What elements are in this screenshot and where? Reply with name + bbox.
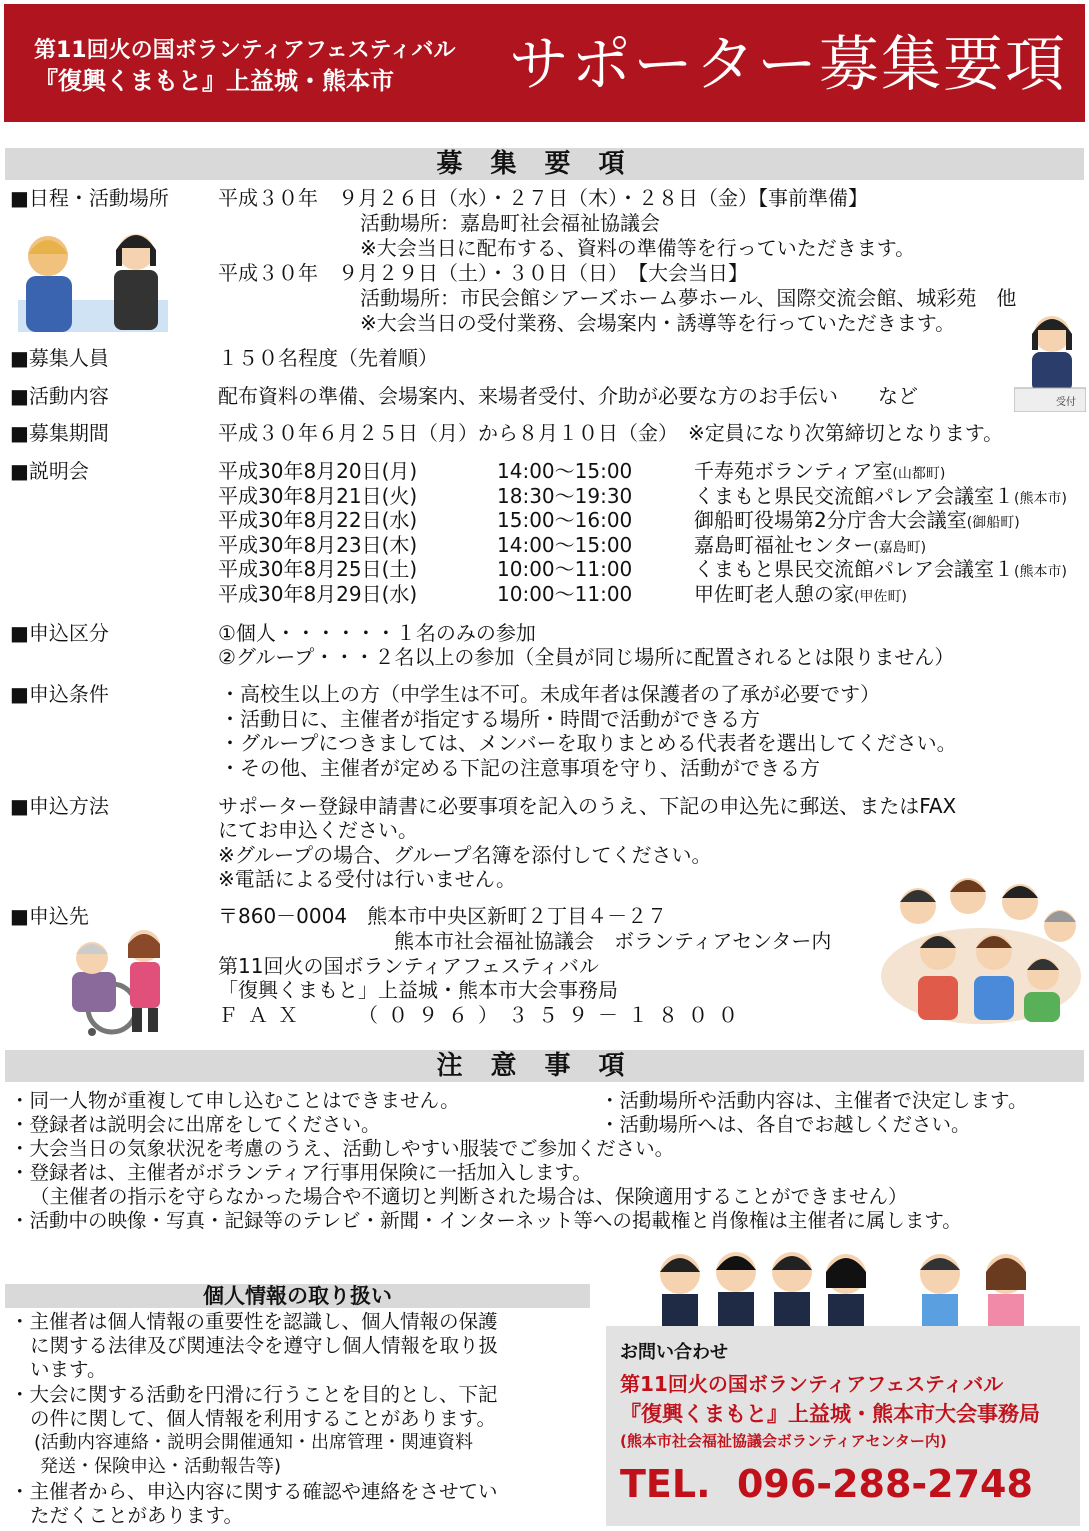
activity-value: 配布資料の準備、会場案内、来場者受付、介助が必要な方のお手伝い など	[218, 384, 918, 408]
privacy-line: に関する法律及び関連法令を遵守し個人情報を取り扱	[30, 1334, 499, 1357]
method-line: にてお申込ください。	[218, 818, 418, 842]
session-time: 14:00～15:00	[497, 459, 633, 483]
privacy-line: 発送・保険申込・活動報告等)	[40, 1456, 282, 1477]
note-item: （主催者の指示を守らなかった場合や不適切と判断された場合は、保険適用することができません）	[30, 1185, 908, 1208]
students-illustration	[640, 1244, 1080, 1326]
contact-box	[606, 1326, 1080, 1526]
banner-title: サポーター募集要項	[509, 30, 1067, 100]
label-activity: ■活動内容	[10, 384, 109, 408]
address-line2: 熊本市社会福祉協議会 ボランティアセンター内	[394, 929, 832, 953]
note-item: ・活動場所や活動内容は、主催者で決定します。	[600, 1089, 1028, 1112]
method-line: ※電話による受付は行いません。	[218, 867, 516, 891]
schedule-line4: 平成３０年 ９月２９日（土）・３０日（日） 【大会当日】	[218, 261, 748, 285]
privacy-line: ・主催者は個人情報の重要性を認識し、個人情報の保護	[10, 1310, 498, 1333]
privacy-title: 個人情報の取り扱い	[5, 1284, 590, 1308]
condition-item: ・高校生以上の方（中学生は不可。未成年者は保護者の了承が必要です）	[220, 682, 880, 706]
consultation-illustration	[18, 226, 168, 332]
note-item: ・同一人物が重複して申し込むことはできません。	[10, 1089, 460, 1112]
session-date: 平成30年8月29日(水)	[218, 582, 418, 606]
privacy-line: の件に関して、個人情報を利用することがあります。	[30, 1407, 497, 1430]
privacy-line: ただくことがあります。	[30, 1504, 243, 1527]
note-item: ・活動中の映像・写真・記録等のテレビ・新聞・インターネット等への掲載権と肖像権は主催者に属します。	[10, 1209, 962, 1232]
label-conditions: ■申込条件	[10, 682, 109, 706]
category-line1: ①個人・・・・・・１名のみの参加	[218, 621, 536, 645]
privacy-line: ・大会に関する活動を円滑に行うことを目的とし、下記	[10, 1383, 498, 1406]
header-banner	[4, 4, 1085, 122]
session-place: 御船町役場第2分庁舎大会議室(御船町)	[694, 508, 1020, 532]
volunteer-group-illustration	[878, 856, 1084, 1026]
label-recruit-count: ■募集人員	[10, 346, 109, 370]
label-briefing: ■説明会	[10, 459, 89, 483]
section-title-recruitment: 募集要項	[5, 148, 1084, 180]
banner-subtitle	[34, 36, 456, 96]
period-value: 平成３０年６月２５日（月）から８月１０日（金） ※定員になり次第締切となります。	[218, 421, 1004, 445]
privacy-line: います。	[30, 1358, 107, 1381]
privacy-line: ・主催者から、申込内容に関する確認や連絡をさせてい	[10, 1480, 498, 1503]
schedule-line2: 活動場所：嘉島町社会福祉協議会	[360, 211, 660, 235]
note-item: ・活動場所へは、各自でお越しください。	[600, 1113, 971, 1136]
schedule-line1: 平成３０年 ９月２６日（水）・２７日（木）・２８日（金）【事前準備】	[218, 186, 868, 210]
session-time: 10:00～11:00	[497, 582, 633, 606]
session-time: 18:30～19:30	[497, 484, 633, 508]
contact-heading: お問い合わせ	[620, 1342, 728, 1363]
session-date: 平成30年8月22日(水)	[218, 508, 418, 532]
fax-number: ＦＡＸ （０９６）３５９－１８００	[218, 1003, 748, 1027]
label-schedule: ■日程・活動場所	[10, 186, 169, 210]
schedule-line5: 活動場所：市民会館シアーズホーム夢ホール、国際交流会館、城彩苑 他	[360, 286, 1017, 310]
condition-item: ・活動日に、主催者が指定する場所・時間で活動ができる方	[220, 707, 760, 731]
session-place: くまもと県民交流館パレア会議室１(熊本市)	[694, 557, 1067, 581]
session-place: 甲佐町老人憩の家(甲佐町)	[694, 582, 907, 606]
session-time: 14:00～15:00	[497, 533, 633, 557]
session-time: 10:00～11:00	[497, 557, 633, 581]
privacy-line: (活動内容連絡・説明会開催通知・出席管理・関連資料	[34, 1432, 474, 1453]
label-method: ■申込方法	[10, 794, 109, 818]
session-place: 嘉島町福祉センター(嘉島町)	[694, 533, 927, 557]
session-date: 平成30年8月23日(木)	[218, 533, 418, 557]
address-line4: 「復興くまもと」上益城・熊本市大会事務局	[218, 978, 618, 1002]
address-line3: 第11回火の国ボランティアフェスティバル	[218, 954, 599, 978]
note-item: ・大会当日の気象状況を考慮のうえ、活動しやすい服装でご参加ください。	[10, 1137, 675, 1160]
contact-org2: 『復興くまもと』上益城・熊本市大会事務局	[620, 1402, 1040, 1426]
address-line1: 〒860－0004 熊本市中央区新町２丁目４－２７	[218, 904, 668, 928]
contact-phone: TEL. 096-288-2748	[620, 1462, 1033, 1506]
condition-item: ・グループにつきましては、メンバーを取りまとめる代表者を選出してください。	[220, 731, 957, 755]
label-address: ■申込先	[10, 904, 89, 928]
schedule-line6: ※大会当日の受付業務、会場案内・誘導等を行っていただきます。	[360, 311, 956, 335]
contact-org3: (熊本市社会福祉協議会ボランティアセンター内)	[620, 1432, 947, 1450]
session-date: 平成30年8月25日(土)	[218, 557, 418, 581]
contact-org1: 第11回火の国ボランティアフェスティバル	[620, 1372, 1004, 1396]
reception-sign: 受付	[1056, 397, 1076, 408]
session-date: 平成30年8月20日(月)	[218, 459, 418, 483]
schedule-line3: ※大会当日に配布する、資料の準備等を行っていただきます。	[360, 236, 916, 260]
label-period: ■募集期間	[10, 421, 109, 445]
session-place: くまもと県民交流館パレア会議室１(熊本市)	[694, 484, 1067, 508]
banner-subtitle-line1: 第11回火の国ボランティアフェスティバル	[34, 38, 456, 63]
caregiver-illustration	[52, 928, 172, 1036]
note-item: ・登録者は説明会に出席をしてください。	[10, 1113, 381, 1136]
recruit-count-value: １５０名程度（先着順）	[218, 346, 438, 370]
label-category: ■申込区分	[10, 621, 109, 645]
method-line: サポーター登録申請書に必要事項を記入のうえ、下記の申込先に郵送、またはFAX	[218, 794, 957, 818]
banner-subtitle-line2: 『復興くまもと』上益城・熊本市	[34, 67, 394, 95]
session-date: 平成30年8月21日(火)	[218, 484, 418, 508]
category-line2: ②グループ・・・２名以上の参加（全員が同じ場所に配置されるとは限りません）	[218, 645, 955, 669]
condition-item: ・その他、主催者が定める下記の注意事項を守り、活動ができる方	[220, 756, 820, 780]
session-time: 15:00～16:00	[497, 508, 633, 532]
receptionist-illustration	[1014, 308, 1086, 412]
section-title-notes: 注意事項	[5, 1050, 1084, 1082]
session-place: 千寿苑ボランティア室(山都町)	[694, 459, 946, 483]
method-line: ※グループの場合、グループ名簿を添付してください。	[218, 843, 712, 867]
note-item: ・登録者は、主催者がボランティア行事用保険に一括加入します。	[10, 1161, 592, 1184]
